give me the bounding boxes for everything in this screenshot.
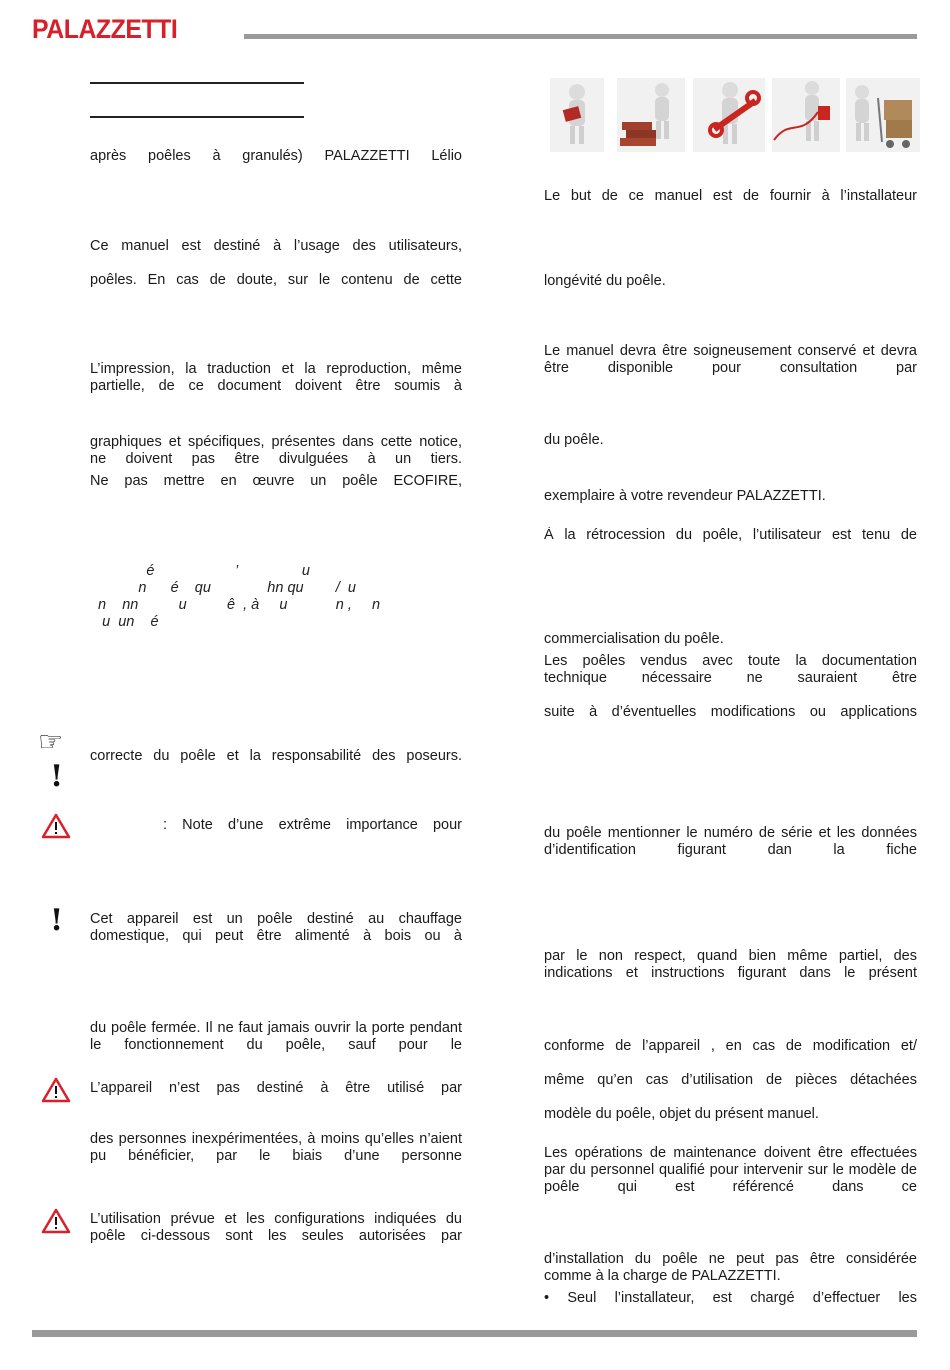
right-paragraph-8: Les poêles vendus avec toute la documentation technique nécessaire ne sauraient être bbox=[544, 653, 917, 686]
right-paragraph-14: modèle du poêle, objet du présent manuel. bbox=[544, 1106, 819, 1122]
heading-rule-1 bbox=[90, 82, 304, 84]
warning-triangle-icon bbox=[41, 1208, 71, 1234]
person-bricks-icon bbox=[617, 78, 685, 152]
right-paragraph-11: par le non respect, quand bien même partiel, des indications et instructions figurant dans le présent bbox=[544, 948, 917, 981]
left-paragraph-10: du poêle fermée. Il ne faut jamais ouvrir la porte pendant le fonctionnement du poêle, sauf pour le bbox=[90, 1020, 462, 1053]
italic-fragment-4: u un é bbox=[90, 614, 159, 630]
italic-fragment-2: n é qu hn qu / u bbox=[90, 580, 356, 596]
warning-triangle-icon bbox=[41, 1077, 71, 1103]
warning-triangle-icon bbox=[41, 813, 71, 839]
footer-rule bbox=[32, 1330, 917, 1337]
left-paragraph-12: des personnes inexpérimentées, à moins qu’elles n’aient pu bénéficier, par le biais d’une personne bbox=[90, 1131, 462, 1164]
right-paragraph-3: Le manuel devra être soigneusement conservé et devra être disponible pour consultation par bbox=[544, 343, 917, 376]
italic-fragment-3: n nn u ê , à u n , n bbox=[90, 597, 381, 613]
right-paragraph-2: longévité du poêle. bbox=[544, 273, 666, 289]
person-trolley-icon bbox=[846, 78, 920, 152]
right-paragraph-9: suite à d’éventuelles modifications ou applications bbox=[544, 704, 917, 720]
exclamation-icon: ! bbox=[50, 903, 64, 938]
right-paragraph-7: commercialisation du poêle. bbox=[544, 631, 724, 647]
right-paragraph-1: Le but de ce manuel est de fournir à l’installateur bbox=[544, 188, 917, 204]
right-paragraph-6: À la rétrocession du poêle, l’utilisateur est tenu de bbox=[544, 527, 917, 543]
right-paragraph-12: conforme de l’appareil , en cas de modification et/ bbox=[544, 1038, 917, 1054]
person-book-icon bbox=[550, 78, 604, 152]
exclamation-icon: ! bbox=[50, 759, 64, 794]
left-paragraph-8: : Note d’une extrême importance pour bbox=[163, 817, 462, 833]
left-paragraph-13: L’utilisation prévue et les configurations indiquées du poêle ci-dessous sont les seules autorisées par bbox=[90, 1211, 462, 1244]
pointing-hand-icon: ☞ bbox=[38, 726, 64, 757]
left-paragraph-7: correcte du poêle et la responsabilité des poseurs. bbox=[90, 748, 462, 764]
illustration-strip bbox=[550, 78, 920, 152]
person-wrench-icon bbox=[693, 78, 765, 152]
palazzetti-logo: PALAZZETTI bbox=[32, 14, 178, 44]
right-paragraph-5: exemplaire à votre revendeur PALAZZETTI. bbox=[544, 488, 826, 504]
heading-rule-2 bbox=[90, 116, 304, 118]
bullet-item: • Seul l’installateur, est chargé d’effectuer les bbox=[544, 1290, 917, 1306]
left-paragraph-11: L’appareil n’est pas destiné à être utilisé par bbox=[90, 1080, 462, 1096]
right-paragraph-4: du poêle. bbox=[544, 432, 604, 448]
right-paragraph-15: Les opérations de maintenance doivent être effectuées par du personnel qualifié pour intervenir sur le modèle de poêle qui est référencé dans ce bbox=[544, 1145, 917, 1195]
left-paragraph-3: poêles. En cas de doute, sur le contenu de cette bbox=[90, 272, 462, 288]
left-paragraph-2: Ce manuel est destiné à l’usage des utilisateurs, bbox=[90, 238, 462, 254]
right-paragraph-16: d’installation du poêle ne peut pas être considérée comme à la charge de PALAZZETTI. bbox=[544, 1251, 917, 1284]
left-paragraph-1: après poêles à granulés) PALAZZETTI Lélio bbox=[90, 148, 462, 164]
right-paragraph-10: du poêle mentionner le numéro de série et les données d’identification figurant dan la fiche bbox=[544, 825, 917, 858]
left-paragraph-4: L’impression, la traduction et la reproduction, même partielle, de ce document doivent être soumis à bbox=[90, 361, 462, 394]
left-paragraph-5: graphiques et spécifiques, présentes dans cette notice, ne doivent pas être divulguées à un tiers. bbox=[90, 434, 462, 467]
header-rule bbox=[244, 34, 917, 39]
person-cable-icon bbox=[772, 78, 840, 152]
right-paragraph-13: même qu’en cas d’utilisation de pièces détachées bbox=[544, 1072, 917, 1088]
italic-fragment-1: é ’ u bbox=[90, 563, 310, 579]
left-paragraph-9: Cet appareil est un poêle destiné au chauffage domestique, qui peut être alimenté à bois ou à bbox=[90, 911, 462, 944]
left-paragraph-6: Ne pas mettre en œuvre un poêle ECOFIRE, bbox=[90, 473, 462, 489]
